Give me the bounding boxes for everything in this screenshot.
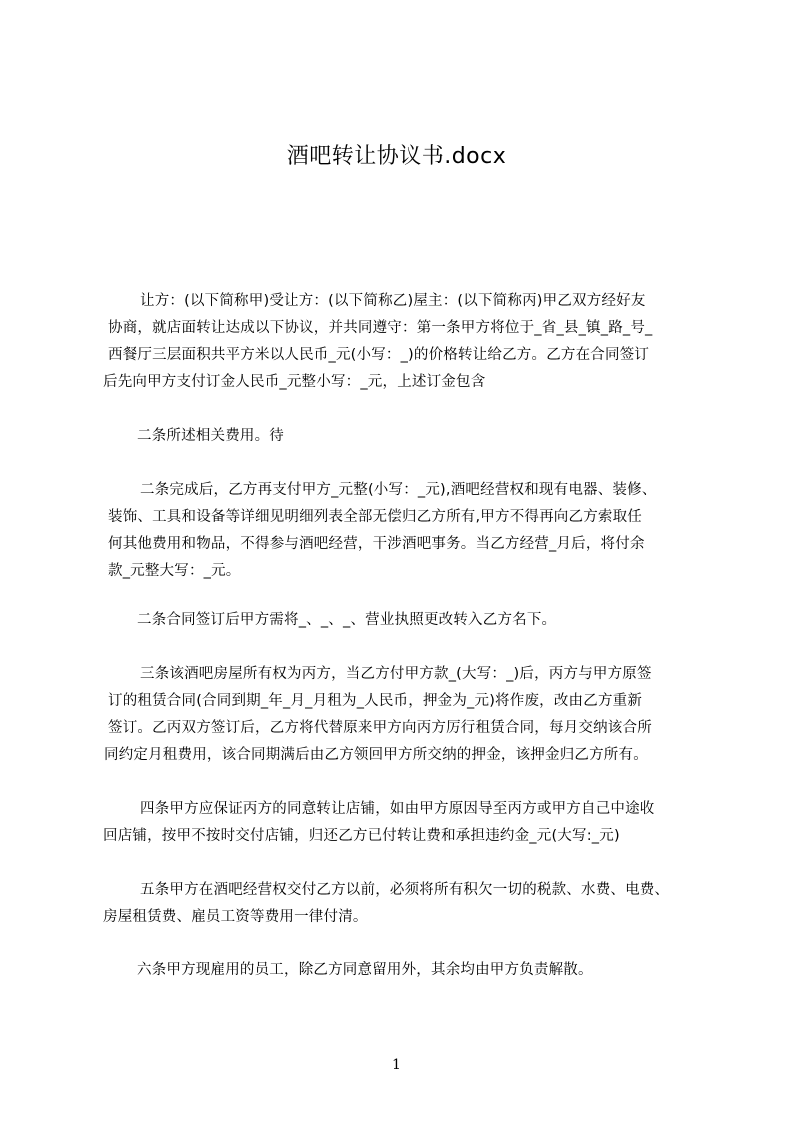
- document-title: 酒吧转让协议书.docx: [286, 144, 507, 169]
- paragraph-line: 西餐厅三层面积共平方米以人民币_元(小写：_)的价格转让给乙方。乙方在合同签订: [108, 347, 650, 363]
- paragraph-line: 房屋租赁费、雇员工资等费用一律付清。: [103, 909, 368, 925]
- paragraph-line: 二条所述相关费用。待: [137, 428, 284, 444]
- paragraph-line: 二条完成后，乙方再支付甲方_元整(小写：_元),酒吧经营权和现有电器、装修、: [140, 482, 657, 498]
- paragraph-line: 四条甲方应保证丙方的同意转让店铺，如由甲方原因导至丙方或甲方自己中途收: [140, 801, 655, 817]
- paragraph-line: 二条合同签订后甲方需将_、_、_、营业执照更改转入乙方名下。: [137, 612, 557, 628]
- paragraph-line: 让方：(以下简称甲)受让方：(以下简称乙)屋主：(以下简称丙)甲乙双方经好友: [140, 293, 646, 309]
- paragraph-line: 签订。乙丙双方签订后，乙方将代替原来甲方向丙方厉行租赁合同，每月交纳该合所: [108, 720, 652, 736]
- paragraph-line: 装饰、工具和设备等详细见明细列表全部无偿归乙方所有,甲方不得再向乙方索取任: [108, 509, 643, 525]
- paragraph-line: 回店铺，按甲不按时交付店铺，归还乙方已付转让费和承担违约金_元(大写:_元): [103, 828, 620, 844]
- paragraph-line: 款_元整大写：_元。: [108, 563, 241, 579]
- paragraph-line: 六条甲方现雇用的员工，除乙方同意留用外，其余均由甲方负责解散。: [137, 962, 593, 978]
- paragraph-line: 协商，就店面转让达成以下协议，并共同遵守：第一条甲方将位于_省_县_镇_路_号_: [108, 320, 653, 336]
- page-number: 1: [392, 1057, 401, 1073]
- paragraph-line: 后先向甲方支付订金人民币_元整小写：_元，上述订金包含: [103, 374, 486, 390]
- paragraph-line: 五条甲方在酒吧经营权交付乙方以前，必须将所有积欠一切的税款、水费、电费、: [140, 882, 670, 898]
- paragraph-line: 何其他费用和物品，不得参与酒吧经营，干涉酒吧事务。当乙方经营_月后，将付余: [108, 536, 645, 552]
- paragraph-line: 三条该酒吧房屋所有权为丙方，当乙方付甲方款_(大写：_)后，丙方与甲方原签: [140, 666, 652, 682]
- paragraph-line: 订的租赁合同(合同到期_年_月_月租为_人民币，押金为_元)将作废，改由乙方重新: [108, 693, 643, 709]
- paragraph-line: 同约定月租费用，该合同期满后由乙方领回甲方所交纳的押金，该押金归乙方所有。: [104, 747, 648, 763]
